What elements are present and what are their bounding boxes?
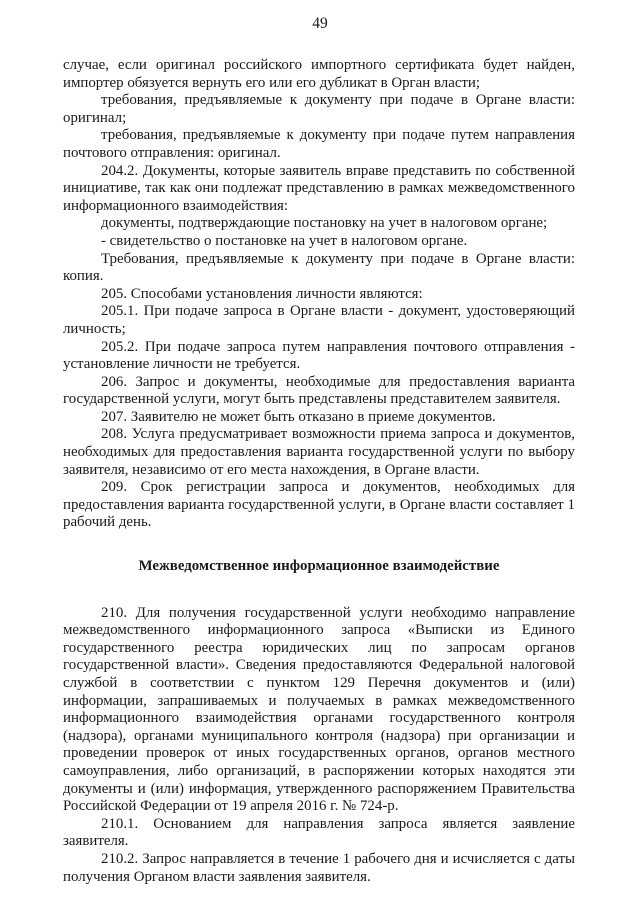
paragraph: 205. Способами установления личности являются:: [101, 285, 423, 302]
paragraph: документы, подтверждающие постановку на учет в налоговом органе;: [101, 215, 548, 232]
paragraph: требования, предъявляемые к документу при подаче путем направления почтового отправления: оригинал.: [63, 127, 575, 161]
paragraph: Требования, предъявляемые к документу при подаче в Органе власти: копия.: [63, 250, 575, 285]
document-body: [63, 57, 575, 886]
paragraph: 210. Для получения государственной услуги необходимо направление межведомственного информационного запроса «Выписки из Единого государственного реестра юридических лиц по запросам органов государственной власти». Сведения предоставляются Федеральной налоговой службой в соответствии с пунктом 129 Перечня документов и (или) информации, запрашиваемых и получаемых в рамках межведомственного информационного взаимодействия органами государственного контроля (надзора), органами муниципального контроля (надзора) при организации и проведении проверок от иных государственных органов, органов местного самоуправления, либо организаций, в распоряжении которых находятся эти документы и (или) информация, утвержденного распоряжением Правительства Российской Федерации от 19 апреля 2016 г. № 724-р.: [63, 604, 575, 815]
paragraph: - свидетельство о постановке на учет в налоговом органе.: [101, 232, 468, 249]
paragraph: 207. Заявителю не может быть отказано в приеме документов.: [101, 408, 496, 425]
paragraph: требования, предъявляемые к документу при подаче в Органе власти: оригинал;: [63, 92, 575, 126]
page-number: 49: [312, 15, 328, 32]
paragraph: 204.2. Документы, которые заявитель вправе представить по собственной инициативе, так как они подлежат представлению в рамках межведомственного информационного взаимодействия:: [63, 162, 575, 214]
paragraph: 210.1. Основанием для направления запроса является заявление заявителя.: [63, 815, 575, 850]
paragraph: 205.1. При подаче запроса в Органе власти - документ, удостоверяющий личность;: [63, 303, 575, 337]
paragraph: 209. Срок регистрации запроса и документов, необходимых для предоставления варианта государственной услуги, в Органе власти составляет 1 рабочий день.: [63, 479, 575, 531]
paragraph: 208. Услуга предусматривает возможности приема запроса и документов, необходимых для предоставления варианта государственной услуги по выбору заявителя, независимо от его места нахождения, в Органе власти.: [63, 426, 575, 478]
paragraph: 206. Запрос и документы, необходимые для предоставления варианта государственной услуги, могут быть представлены представителем заявителя.: [63, 373, 575, 408]
paragraph: 205.2. При подаче запроса путем направления почтового отправления - установление личности не требуется.: [63, 338, 575, 373]
section-heading: Межведомственное информационное взаимодействие: [138, 558, 500, 575]
paragraph: случае, если оригинал российского импортного сертификата будет найден, импортер обязуется вернуть его или его дубликат в Орган власти;: [63, 57, 575, 91]
paragraph: 210.2. Запрос направляется в течение 1 рабочего дня и исчисляется с даты получения Органом власти заявления заявителя.: [63, 850, 575, 885]
